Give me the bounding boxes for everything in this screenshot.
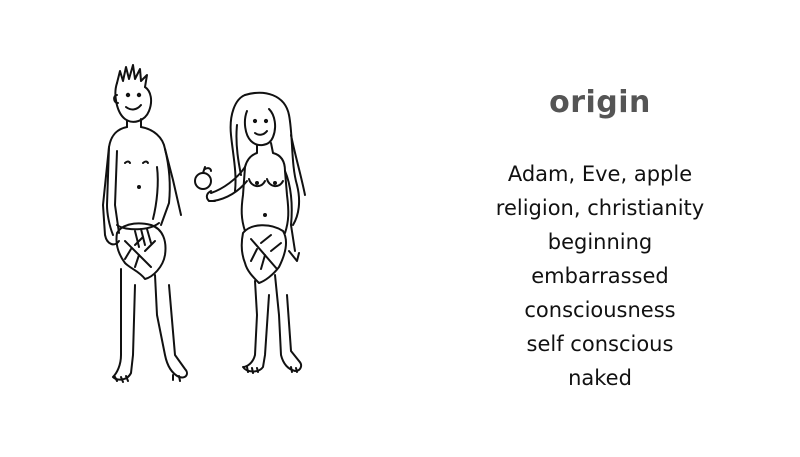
keyword-item: beginning (547, 230, 653, 254)
keyword-item: Adam, Eve, apple (507, 162, 693, 186)
keyword-item: embarrassed (531, 264, 669, 288)
keyword-list (470, 157, 730, 395)
keyword-item: religion, christianity (495, 196, 705, 220)
apple-icon (195, 167, 211, 189)
keyword-item: consciousness (524, 298, 676, 322)
keyword-item: self conscious (526, 332, 674, 356)
adam-and-eve-illustration (95, 55, 325, 395)
eve-figure (195, 93, 305, 373)
adam-figure (103, 65, 187, 382)
adam-and-eve-drawing (95, 55, 325, 395)
keyword-item: naked (568, 366, 632, 390)
page-title: origin (549, 85, 651, 120)
